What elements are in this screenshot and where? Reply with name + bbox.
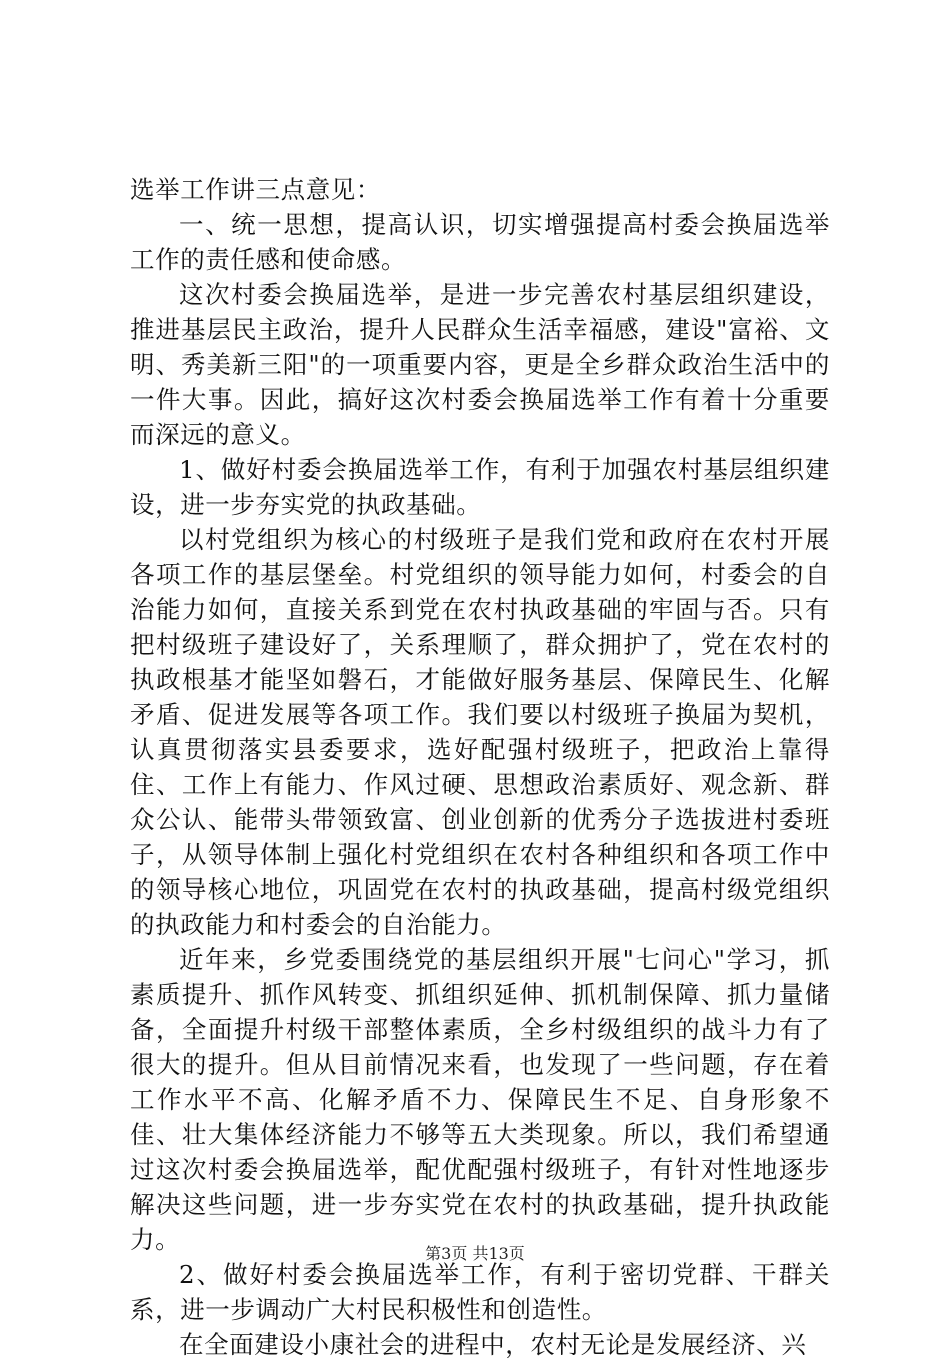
paragraph: 以村党组织为核心的村级班子是我们党和政府在农村开展各项工作的基层堡垒。村党组织的领导能力如何，村委会的自治能力如何，直接关系到党在农村执政基础的牢固与否。只有把村级班子建设好了，关系理顺了，群众拥护了，党在农村的执政根基才能坚如磐石，才能做好服务基层、保障民生、化解矛盾、促进发展等各项工作。我们要以村级班子换届为契机，认真贯彻落实县委要求，选好配强村级班子，把政治上靠得住、工作上有能力、作风过硬、思想政治素质好、观念新、群众公认、能带头带领致富、创业创新的优秀分子选拔进村委班子，从领导体制上强化村党组织在农村各种组织和各项工作中的领导核心地位，巩固党在农村的执政基础，提高村级党组织的执政能力和村委会的自治能力。: [130, 525, 830, 939]
paragraph: 这次村委会换届选举，是进一步完善农村基层组织建设，推进基层民主政治，提升人民群众生活幸福感，建设"富裕、文明、秀美新三阳"的一项重要内容，更是全乡群众政治生活中的一件大事。因此，搞好这次村委会换届选举工作有着十分重要而深远的意义。: [130, 280, 830, 449]
document-body: [130, 172, 830, 1362]
paragraph: 在全面建设小康社会的进程中，农村无论是发展经济、兴: [179, 1330, 807, 1359]
subsection-heading-1: 1、做好村委会换届选举工作，有利于加强农村基层组织建设，进一步夯实党的执政基础。: [130, 455, 830, 519]
page-number-footer: 第3页 共13页: [425, 1244, 525, 1263]
section-heading-1: 一、统一思想，提高认识，切实增强提高村委会换届选举工作的责任感和使命感。: [130, 210, 830, 274]
subsection-heading-2: 2、做好村委会换届选举工作，有利于密切党群、干群关系，进一步调动广大村民积极性和创造性。: [130, 1260, 830, 1324]
paragraph: 近年来，乡党委围绕党的基层组织开展"七问心"学习，抓素质提升、抓作风转变、抓组织延伸、抓机制保障、抓力量储备，全面提升村级干部整体素质，全乡村级组织的战斗力有了很大的提升。但从目前情况来看，也发现了一些问题，存在着工作水平不高、化解矛盾不力、保障民生不足、自身形象不佳、壮大集体经济能力不够等五大类现象。所以，我们希望通过这次村委会换届选举，配优配强村级班子，有针对性地逐步解决这些问题，进一步夯实党在农村的执政基础，提升执政能力。: [130, 945, 830, 1254]
paragraph: 选举工作讲三点意见：: [130, 175, 381, 204]
